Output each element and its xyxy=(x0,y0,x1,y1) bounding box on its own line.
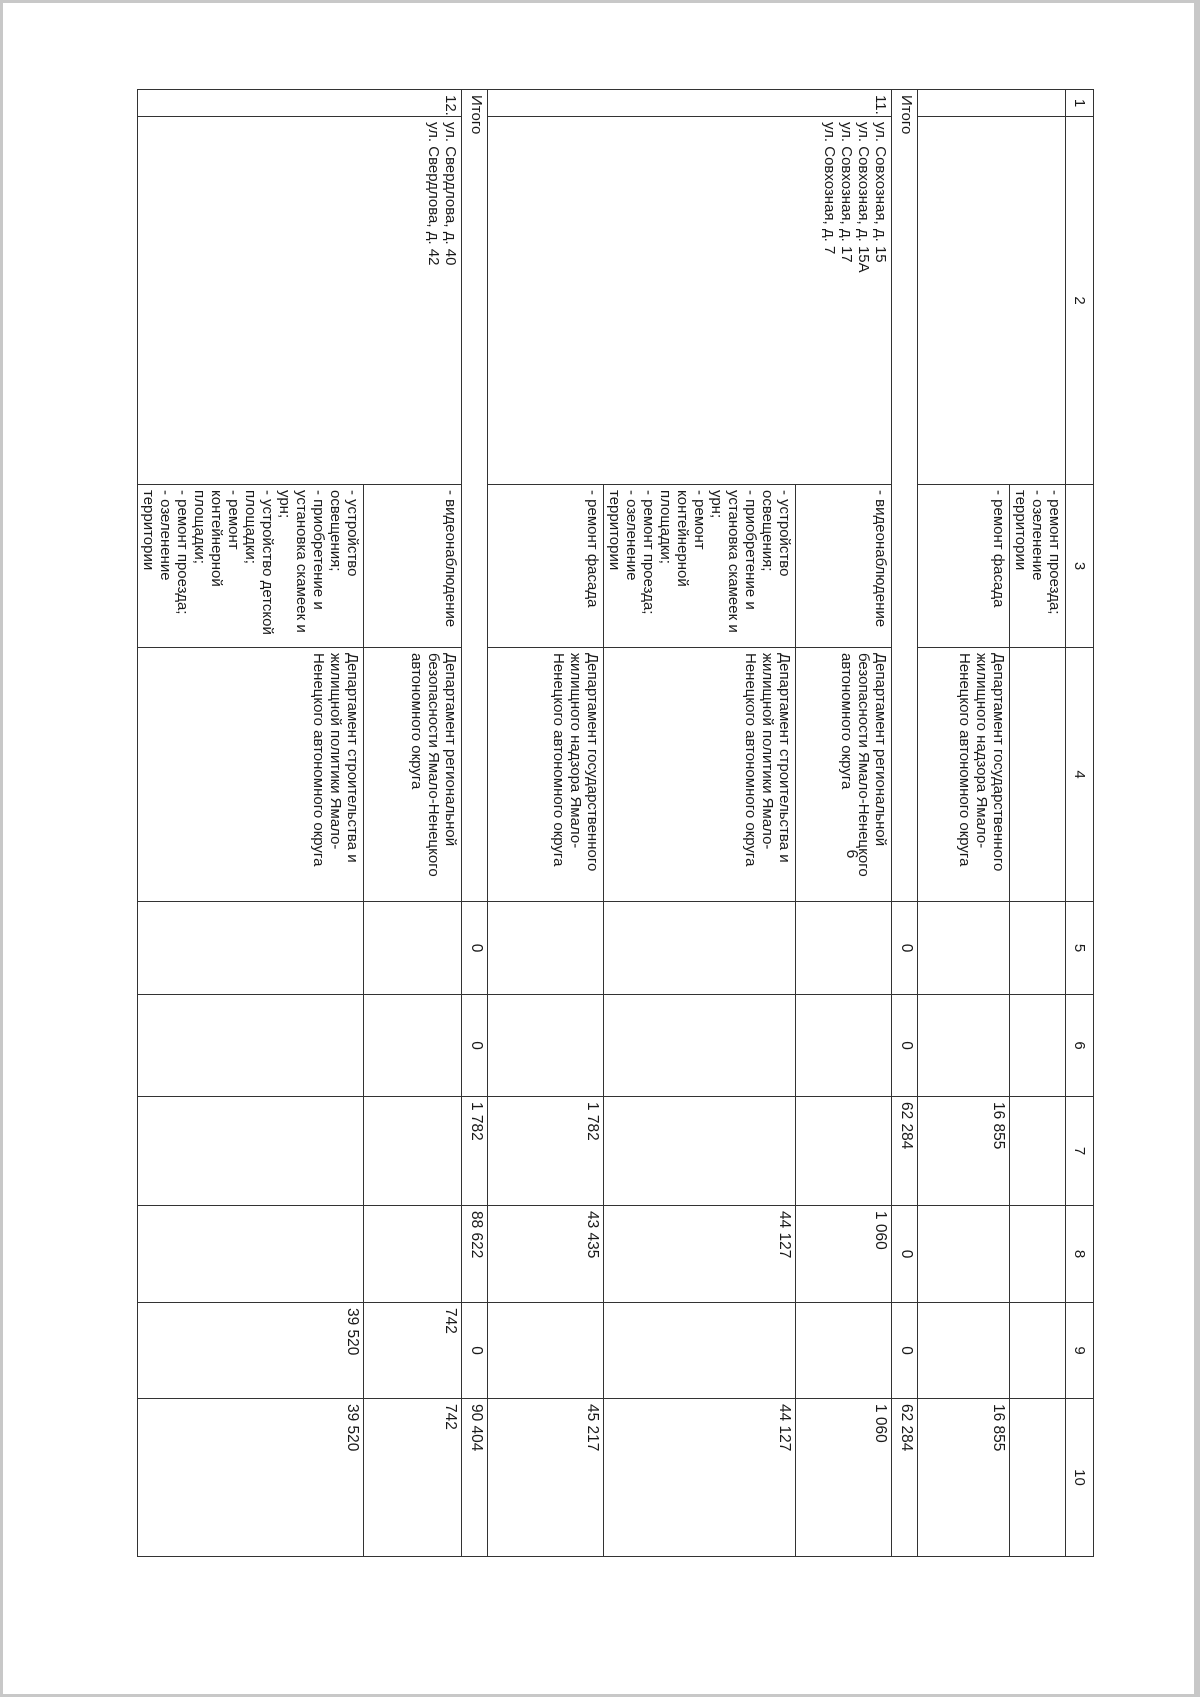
total-value-10: 62 284 xyxy=(892,1399,918,1557)
cell-department: Департамент государственного жилищного надзора Ямало-Ненецкого автономного округа xyxy=(488,648,604,902)
page-number: 6 xyxy=(843,849,860,859)
cell-value-10: 39 520 xyxy=(138,1399,364,1557)
col-header-9: 9 xyxy=(1066,1303,1094,1399)
cell-address: ул. Свердлова, д. 40 ул. Свердлова, д. 42 xyxy=(138,117,462,485)
cell-value-9: 39 520 xyxy=(138,1303,364,1399)
cell-address xyxy=(918,117,1066,485)
total-value-8: 88 622 xyxy=(462,1206,488,1303)
cell-value-8: 1 060 xyxy=(796,1206,892,1303)
cell-number xyxy=(918,90,1066,117)
total-value-5: 0 xyxy=(462,902,488,995)
total-value-10: 90 404 xyxy=(462,1399,488,1557)
table-row xyxy=(796,90,892,1557)
cell-value-7: 1 782 xyxy=(488,1097,604,1206)
cell-number: 11. xyxy=(488,90,892,117)
table-row xyxy=(1010,90,1066,1557)
cell-works: - устройство освещения; - приобретение и установка скамеек и урн; - устройство детской площадки; - ремонт контейнерной площадки; - ремонт проезда; - озеленение территории xyxy=(138,485,364,648)
col-header-3: 3 xyxy=(1066,485,1094,648)
cell-works: - ремонт фасада xyxy=(918,485,1010,648)
col-header-8: 8 xyxy=(1066,1206,1094,1303)
cell-value-10: 16 855 xyxy=(918,1399,1010,1557)
cell-value-10: 742 xyxy=(364,1399,462,1557)
cell-department: Департамент региональной безопасности Ямало-Ненецкого автономного округа xyxy=(796,648,892,902)
col-header-6: 6 xyxy=(1066,995,1094,1097)
total-value-9: 0 xyxy=(462,1303,488,1399)
cell-value-9: 742 xyxy=(364,1303,462,1399)
col-header-5: 5 xyxy=(1066,902,1094,995)
total-value-7: 62 284 xyxy=(892,1097,918,1206)
cell-works: - видеонаблюдение xyxy=(796,485,892,648)
cell-value-10: 1 060 xyxy=(796,1399,892,1557)
cell-department: Департамент государственного жилищного надзора Ямало-Ненецкого автономного округа xyxy=(918,648,1010,902)
cell-value-10: 44 127 xyxy=(604,1399,796,1557)
total-value-8: 0 xyxy=(892,1206,918,1303)
cell-works: - видеонаблюдение xyxy=(364,485,462,648)
cell-works: - ремонт фасада xyxy=(488,485,604,648)
header-row xyxy=(1066,90,1094,1557)
cell-number: 12. xyxy=(138,90,462,117)
col-header-10: 10 xyxy=(1066,1399,1094,1557)
cell-works: - устройство освещения; - приобретение и установка скамеек и урн; - ремонт контейнерной площадки; - ремонт проезда; - озеленение территории xyxy=(604,485,796,648)
cell-value-8: 44 127 xyxy=(604,1206,796,1303)
total-value-5: 0 xyxy=(892,902,918,995)
document-page xyxy=(3,3,1194,1694)
cell-value-7: 16 855 xyxy=(918,1097,1010,1206)
cell-address: ул. Совхозная, д. 15 ул. Совхозная, д. 15А ул. Совхозная, д. 17 ул. Совхозная, д. 7 xyxy=(488,117,892,485)
total-value-9: 0 xyxy=(892,1303,918,1399)
total-value-7: 1 782 xyxy=(462,1097,488,1206)
col-header-4: 4 xyxy=(1066,648,1094,902)
cell-department: Департамент строительства и жилищной политики Ямало-Ненецкого автономного округа xyxy=(604,648,796,902)
col-header-1: 1 xyxy=(1066,90,1094,117)
total-row xyxy=(462,90,488,1557)
cell-value-8: 43 435 xyxy=(488,1206,604,1303)
funding-table xyxy=(137,89,1094,1557)
cell-works: - ремонт проезда; - озеленение территории xyxy=(1010,485,1066,648)
total-label: Итого xyxy=(462,90,488,902)
cell-department xyxy=(1010,648,1066,902)
total-label: Итого xyxy=(892,90,918,902)
total-value-6: 0 xyxy=(892,995,918,1097)
total-value-6: 0 xyxy=(462,995,488,1097)
cell-department: Департамент строительства и жилищной политики Ямало-Ненецкого автономного округа xyxy=(138,648,364,902)
col-header-2: 2 xyxy=(1066,117,1094,485)
col-header-7: 7 xyxy=(1066,1097,1094,1206)
cell-department: Департамент региональной безопасности Ямало-Ненецкого автономного округа xyxy=(364,648,462,902)
table-row xyxy=(364,90,462,1557)
table-area xyxy=(140,89,1094,1556)
rotated-table-wrapper xyxy=(140,89,1094,1556)
total-row xyxy=(892,90,918,1557)
cell-value-10: 45 217 xyxy=(488,1399,604,1557)
